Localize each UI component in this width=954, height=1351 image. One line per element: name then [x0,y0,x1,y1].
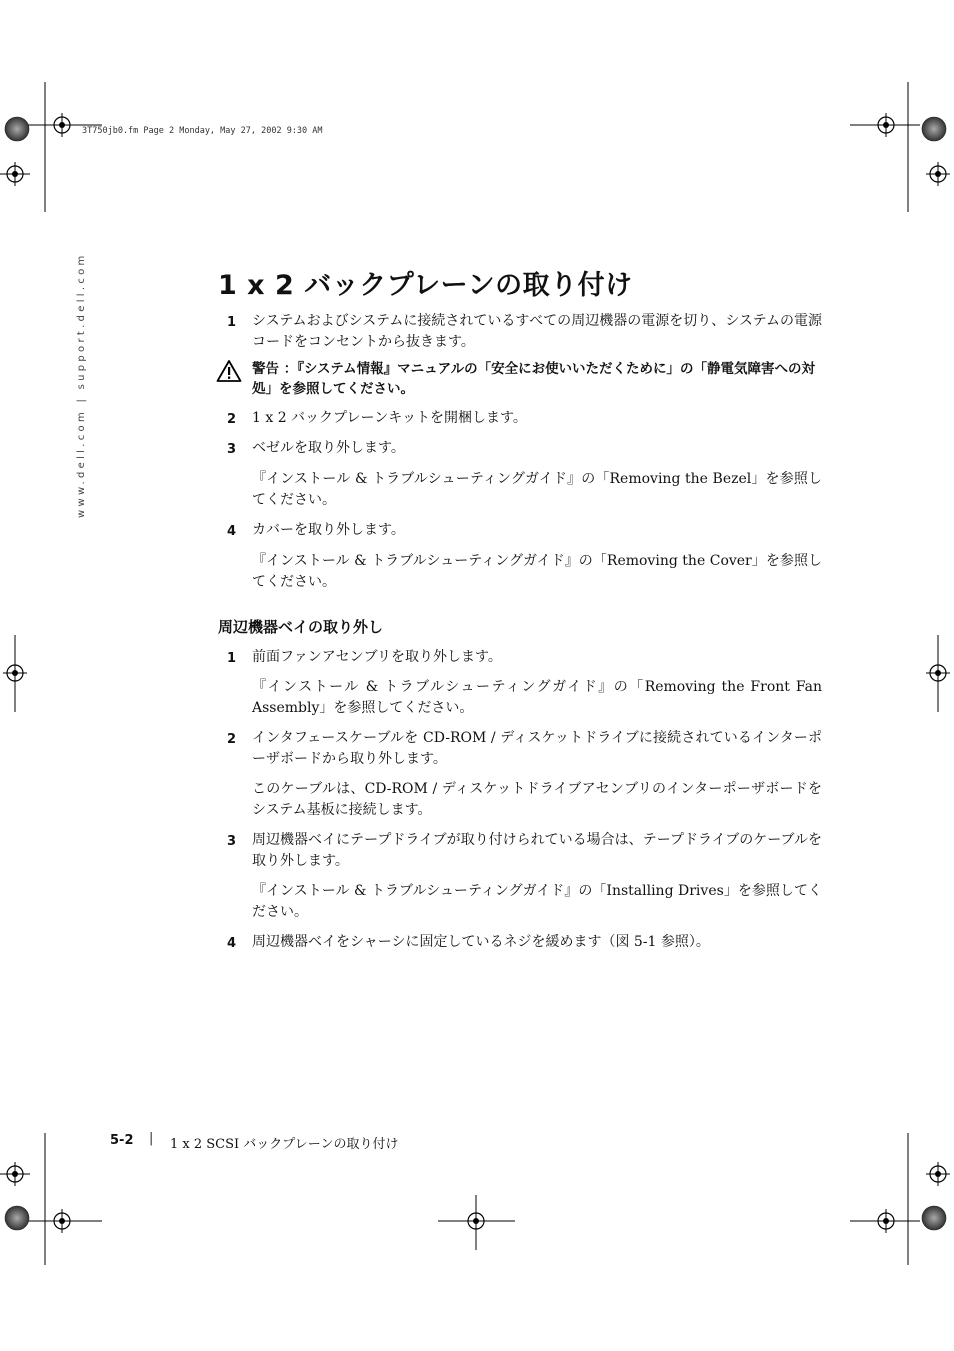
step-b2-subtext: このケーブルは、CD-ROM / ディスケットドライブアセンブリのインターポーザボードをシステム基板に接続します。 [252,781,822,818]
step-a4-subtext: 『インストール & トラブルシューティングガイド』の「Removing the Cover」を参照してください。 [252,553,822,590]
side-url-text: www.dell.com | support.dell.com [76,252,87,518]
footer-page-number: 5-2 [110,1133,134,1148]
step-a2-number: 2 [227,412,237,427]
step-a1-text: システムおよびシステムに接続されているすべての周辺機器の電源を切り、システムの電源コードをコンセントから抜きます。 [252,313,822,350]
page-title: 1 x 2 バックプレーンの取り付け [218,270,633,301]
step-a3-text: ベゼルを取り外します。 [252,440,405,456]
side-url [72,252,92,520]
step-b4-text: 周辺機器ベイをシャーシに固定しているネジを緩めます（図 5-1 参照）。 [252,934,710,950]
step-b2-number: 2 [227,732,237,747]
warning-text: ：『システム情報』マニュアルの「安全にお使いいただくために」の「静電気障害への対処」を参照してください。 [252,361,816,397]
step-a2-text: 1 x 2 バックプレーンキットを開梱します。 [252,410,527,426]
footer-title: 1 x 2 SCSI バックプレーンの取り付け [170,1137,399,1152]
step-a4-text: カバーを取り外します。 [252,522,405,538]
footer-separator: | [149,1131,154,1146]
step-b3-text: 周辺機器ベイにテープドライブが取り付けられている場合は、テープドライブのケーブルを取り外します。 [252,832,822,869]
step-b3-number: 3 [227,834,237,849]
step-b1-number: 1 [227,651,237,666]
step-b1-text: 前面ファンアセンブリを取り外します。 [252,649,502,665]
step-b2-text: インタフェースケーブルを CD-ROM / ディスケットドライブに接続されているインターポーザボードから取り外します。 [252,730,822,767]
warning-note [252,359,824,399]
step-b3-subtext: 『インストール & トラブルシューティングガイド』の「Installing Drives」を参照してください。 [252,883,822,920]
file-info-header: 3T750jb0.fm Page 2 Monday, May 27, 2002 9:30 AM [82,126,323,136]
warning-icon [216,359,242,383]
step-b4-number: 4 [227,936,237,951]
warning-label: 警告 [252,361,279,377]
step-a1-number: 1 [227,315,237,330]
section-title: 周辺機器ベイの取り外し [218,618,384,636]
step-b1-subtext: 『インストール & トラブルシューティングガイド』の「Removing the Front Fan Assembly」を参照してください。 [252,679,822,716]
step-a4-number: 4 [227,524,237,539]
step-a3-subtext: 『インストール & トラブルシューティングガイド』の「Removing the Bezel」を参照してください。 [252,471,822,508]
step-a3-number: 3 [227,442,237,457]
